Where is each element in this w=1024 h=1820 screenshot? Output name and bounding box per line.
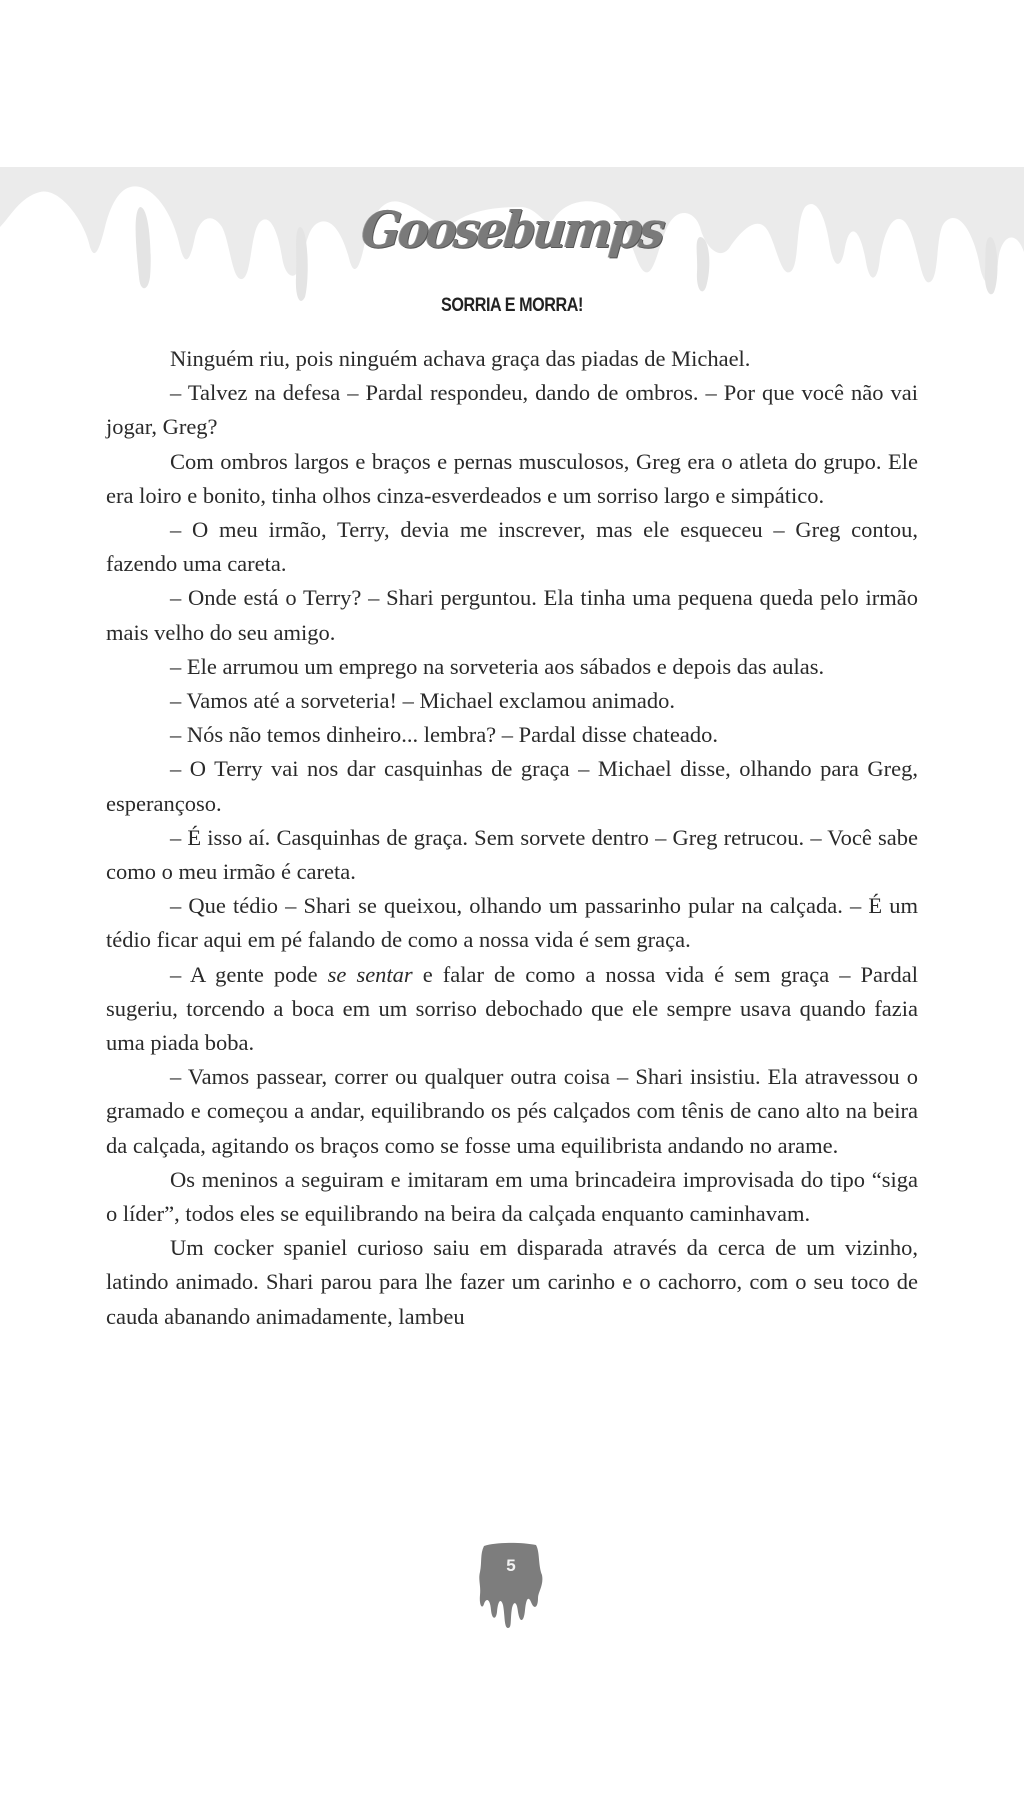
- paragraph: – Talvez na defesa – Pardal respondeu, dando de ombros. – Por que você não vai jogar, Greg?: [106, 380, 918, 440]
- page-body-text: [106, 342, 918, 1334]
- paragraph: – O Terry vai nos dar casquinhas de graça – Michael disse, olhando para Greg, esperançoso.: [106, 756, 918, 816]
- slime-drip-icon: [476, 1540, 546, 1630]
- series-logo-text: Goosebumps: [358, 200, 666, 259]
- goosebumps-logo: [0, 200, 1024, 259]
- paragraph: – Nós não temos dinheiro... lembra? – Pardal disse chateado.: [170, 722, 718, 748]
- paragraph: – Vamos passear, correr ou qualquer outra coisa – Shari insistiu. Ela atravessou o gramado e começou a andar, equilibrando os pés calçados com tênis de cano alto na beira da calçada, agitando os braços como se fosse uma equilibrista andando no arame.: [106, 1064, 918, 1158]
- book-title: SORRIA E MORRA!: [441, 295, 583, 316]
- page-number: 5: [506, 1556, 516, 1575]
- paragraph: Com ombros largos e braços e pernas musculosos, Greg era o atleta do grupo. Ele era loiro e bonito, tinha olhos cinza-esverdeados e um sorriso largo e simpático.: [106, 448, 918, 508]
- paragraph: Ninguém riu, pois ninguém achava graça das piadas de Michael.: [170, 346, 751, 371]
- paragraph: [106, 958, 918, 1061]
- paragraph-text: e falar de como a nossa vida é sem graça – Pardal sugeriu, torcendo a boca em um sorriso debochado que ele sempre usava quando fazia uma piada boba.: [106, 961, 919, 1056]
- paragraph: – Onde está o Terry? – Shari perguntou. Ela tinha uma pequena queda pelo irmão mais velho do seu amigo.: [106, 585, 918, 645]
- emphasized-text: se sentar: [327, 961, 413, 987]
- paragraph: – Vamos até a sorveteria! – Michael exclamou animado.: [170, 688, 676, 714]
- paragraph: – Que tédio – Shari se queixou, olhando um passarinho pular na calçada. – É um tédio ficar aqui em pé falando de como a nossa vida é sem graça.: [106, 893, 918, 953]
- paragraph-text: – A gente pode: [170, 961, 328, 987]
- paragraph: – É isso aí. Casquinhas de graça. Sem sorvete dentro – Greg retrucou. – Você sabe como o meu irmão é careta.: [106, 824, 918, 885]
- paragraph: Os meninos a seguiram e imitaram em uma brincadeira improvisada do tipo “siga o líder”, todos eles se equilibrando na beira da calçada enquanto caminhavam.: [106, 1166, 918, 1227]
- paragraph: Um cocker spaniel curioso saiu em disparada através da cerca de um vizinho, latindo animado. Shari parou para lhe fazer um carinho e o cachorro, com o seu toco de cauda abanando animadamente, lambeu: [106, 1235, 918, 1329]
- paragraph: – O meu irmão, Terry, devia me inscrever, mas ele esqueceu – Greg contou, fazendo uma careta.: [106, 517, 918, 577]
- paragraph: – Ele arrumou um emprego na sorveteria aos sábados e depois das aulas.: [170, 653, 825, 679]
- page-number-badge: [476, 1540, 546, 1630]
